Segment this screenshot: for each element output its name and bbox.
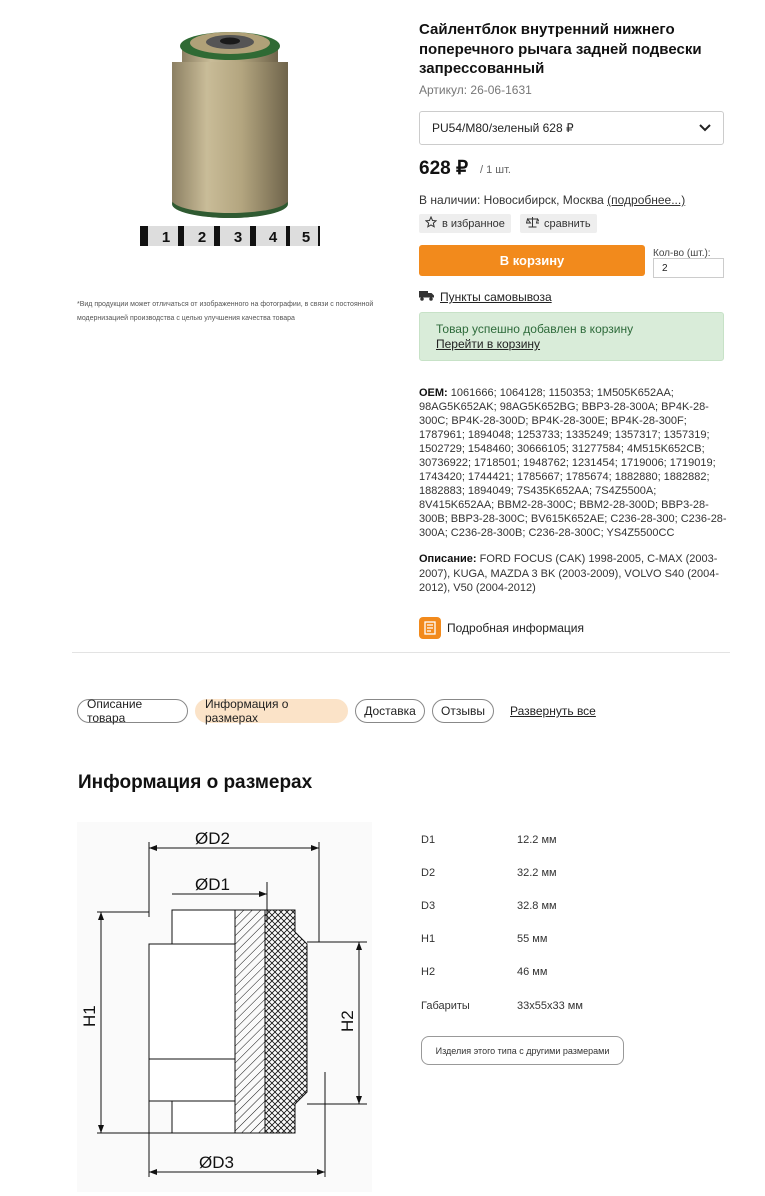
dim-value: 55 мм xyxy=(517,933,548,945)
label-d1: ØD1 xyxy=(195,875,230,894)
favorite-label: в избранное xyxy=(442,217,505,230)
quantity-label: Кол-во (шт.): xyxy=(653,248,711,259)
scales-icon xyxy=(526,216,539,231)
oem-list: 1061666; 1064128; 1150353; 1M505K652AA; 98AG5K652AK; 98AG5K652BG; BBP3-28-300A; BP4K-28-300C; BP4K-28-300D; BP4K-28-300E; BP4K-28-300F; 1787961; 1894048; 1253733; 1335249; 1357317; 1357319; 1502729; 1548460; 30666105; 31277584; 4M515K652CB; 30736922; 1718501; 1948762; 1231454; 1719006; 1719019; 1743420; 1744421; 1785667; 1785674; 1882880; 1882882; 1882883; 1894049; 7S435K652AA; 7S4Z5500A; 8V415K652AA; BBM2-28-300C; BBM2-28-300D; BBP3-28-300B; BBP3-28-300C; BV615K652AE; C236-28-300; C236-28-300A; C236-28-300B; C236-28-300C; YS4Z5500CC xyxy=(419,387,727,539)
similar-products-button[interactable]: Изделия этого типа с другими размерами xyxy=(421,1036,624,1065)
more-info-label: Подробная информация xyxy=(447,621,584,635)
compare-label: сравнить xyxy=(544,217,591,230)
dim-name: Габариты xyxy=(421,1000,470,1012)
label-d2: ØD2 xyxy=(195,829,230,848)
expand-all-link[interactable]: Развернуть все xyxy=(510,704,596,718)
dim-value: 12.2 мм xyxy=(517,834,557,846)
scale-number: 1 xyxy=(161,229,171,246)
dimension-drawing xyxy=(77,822,372,1192)
truck-icon xyxy=(419,290,434,304)
dim-value: 32.8 мм xyxy=(517,900,557,912)
stock-details-link[interactable]: (подробнее...) xyxy=(607,193,686,207)
dim-name: D1 xyxy=(421,834,436,846)
add-to-cart-button[interactable]: В корзину xyxy=(419,245,645,276)
divider xyxy=(72,652,730,653)
dim-name: H2 xyxy=(421,966,436,978)
section-title: Информация о размерах xyxy=(78,772,313,793)
chevron-down-icon xyxy=(699,121,711,135)
document-icon xyxy=(419,617,441,639)
dim-name: H1 xyxy=(421,933,436,945)
variant-select-value: PU54/M80/зеленый 628 ₽ xyxy=(432,121,574,135)
scale-number: 3 xyxy=(233,229,243,246)
tab-description[interactable]: Описание товара xyxy=(77,699,188,723)
dim-value: 32.2 мм xyxy=(517,867,557,879)
oem-label: OEM: xyxy=(419,387,448,399)
price-unit: / 1 шт. xyxy=(480,164,511,176)
product-photo[interactable] xyxy=(140,10,320,250)
dim-name: D3 xyxy=(421,900,436,912)
label-h2: H2 xyxy=(338,1010,357,1032)
article-number: Артикул: 26-06-1631 xyxy=(419,83,532,97)
stock-info xyxy=(419,193,685,207)
success-message xyxy=(419,312,724,361)
dim-value: 46 мм xyxy=(517,966,548,978)
compare-button[interactable] xyxy=(520,214,597,233)
quantity-input[interactable]: 2 xyxy=(653,258,724,278)
more-info-link[interactable] xyxy=(419,617,584,639)
product-title: Сайлентблок внутренний нижнего поперечного рычага задней подвески запрессованный xyxy=(419,21,702,77)
tab-reviews[interactable]: Отзывы xyxy=(432,699,494,723)
label-d3: ØD3 xyxy=(199,1153,234,1172)
variant-select[interactable] xyxy=(419,111,724,145)
product-description xyxy=(419,552,727,596)
star-icon xyxy=(425,216,437,231)
label-h1: H1 xyxy=(80,1005,99,1027)
tab-dimensions[interactable]: Информация о размерах xyxy=(195,699,348,723)
oem-numbers xyxy=(419,386,727,540)
dim-name: D2 xyxy=(421,867,436,879)
stock-label: В наличии: Новосибирск, Москва xyxy=(419,193,604,207)
tab-delivery[interactable]: Доставка xyxy=(355,699,425,723)
price: 628 ₽ xyxy=(419,158,469,179)
go-to-cart-link[interactable]: Перейти в корзину xyxy=(436,337,541,351)
description-label: Описание: xyxy=(419,553,477,565)
success-text: Товар успешно добавлен в корзину xyxy=(436,322,634,336)
dim-value: 33x55x33 мм xyxy=(517,1000,583,1012)
pickup-points-link[interactable] xyxy=(419,290,552,304)
photo-disclaimer: *Вид продукции может отличаться от изображенного на фотографии, в связи с постоянной модернизацией производства с целью улучшения качества товара xyxy=(77,301,374,322)
favorite-button[interactable] xyxy=(419,214,511,233)
scale-number: 5 xyxy=(301,229,311,246)
scale-number: 4 xyxy=(268,229,278,246)
description-text: FORD FOCUS (CAK) 1998-2005, C-MAX (2003-2007), KUGA, MAZDA 3 BK (2003-2009), VOLVO S40 (2004-2012), V50 (2004-2012) xyxy=(419,553,719,594)
pickup-label: Пункты самовывоза xyxy=(440,290,552,304)
scale-number: 2 xyxy=(197,229,207,246)
